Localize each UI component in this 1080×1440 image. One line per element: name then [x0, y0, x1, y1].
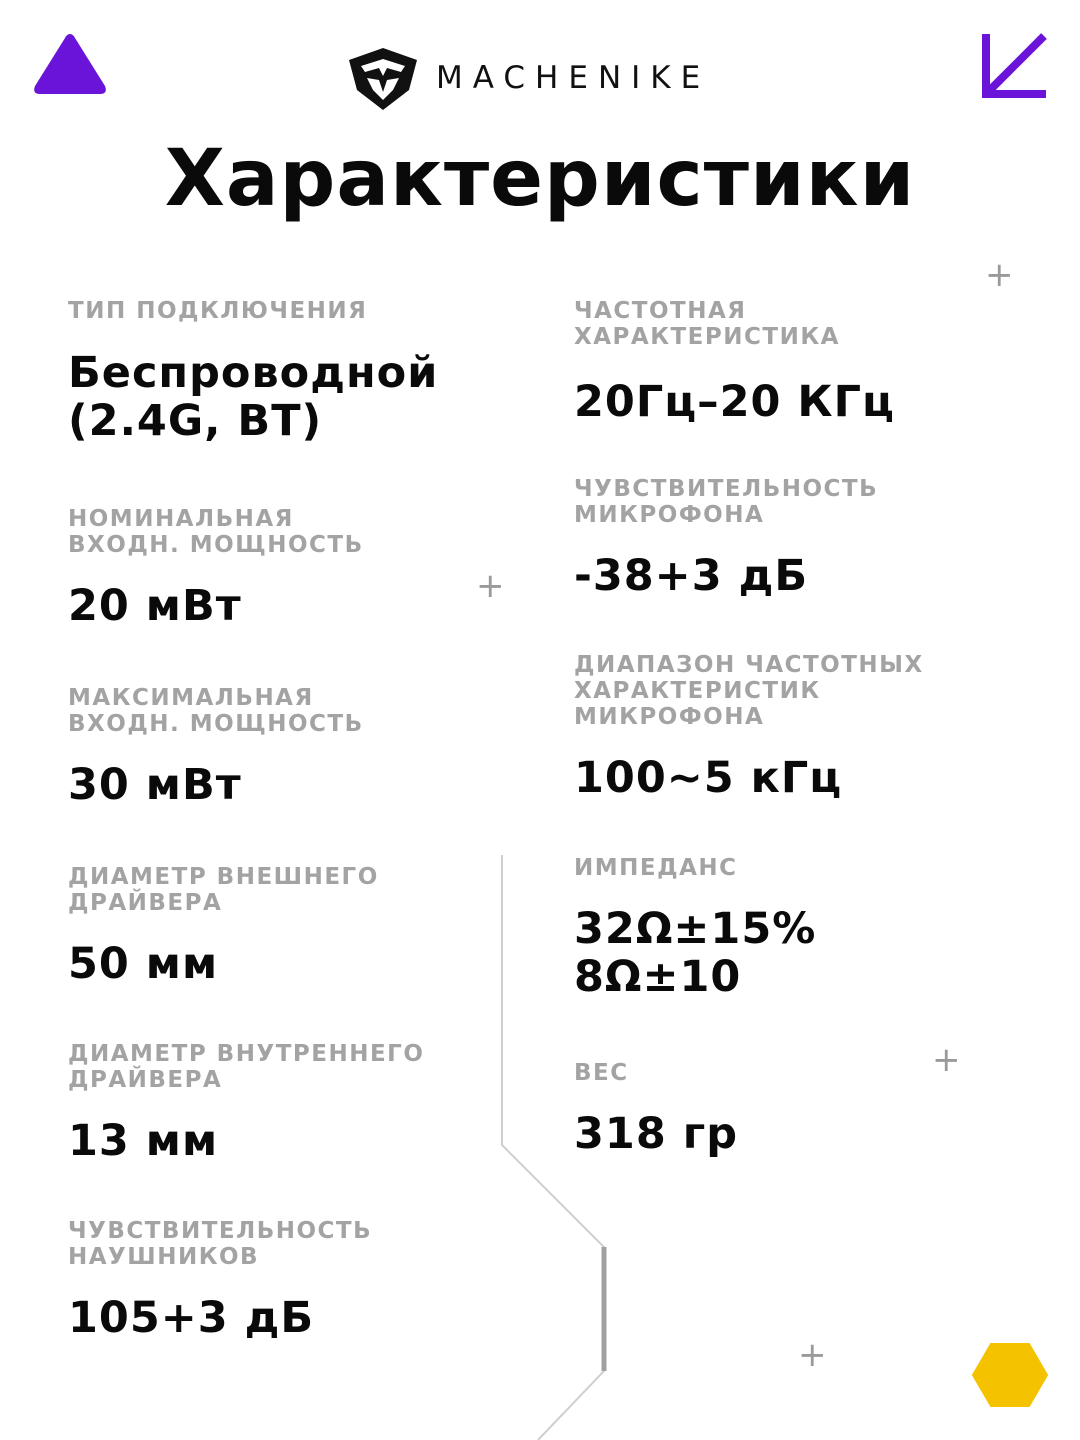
spec-label: ИМПЕДАНС	[574, 855, 738, 881]
spec-label: ТИП ПОДКЛЮЧЕНИЯ	[68, 298, 368, 324]
plus-icon: +	[932, 1040, 961, 1080]
machenike-logo-icon	[347, 46, 419, 112]
spec-value: 50 мм	[68, 939, 219, 989]
spec-mic-frequency-range	[574, 652, 1044, 802]
spec-connection-type	[68, 298, 488, 445]
spec-mic-sensitivity	[574, 476, 1044, 600]
spec-value: 105+3 дБ	[68, 1293, 315, 1343]
spec-value: 20 мВт	[68, 581, 242, 631]
spec-label: ДИАМЕТР ВНУТРЕННЕГО ДРАЙВЕРА	[68, 1041, 425, 1093]
spec-value: 318 гр	[574, 1109, 738, 1159]
spec-label: ДИАМЕТР ВНЕШНЕГО ДРАЙВЕРА	[68, 864, 379, 916]
spec-value: 100~5 кГц	[574, 753, 843, 803]
spec-weight	[574, 1060, 1044, 1158]
spec-label: ЧУВСТВИТЕЛЬНОСТЬ НАУШНИКОВ	[68, 1218, 373, 1270]
purple-arrow-icon	[982, 30, 1050, 98]
spec-max-power	[68, 685, 488, 809]
spec-value: 30 мВт	[68, 760, 242, 810]
spec-outer-driver	[68, 864, 488, 988]
spec-label: МАКСИМАЛЬНАЯ ВХОДН. МОЩНОСТЬ	[68, 685, 364, 737]
spec-label: НОМИНАЛЬНАЯ ВХОДН. МОЩНОСТЬ	[68, 506, 364, 558]
page-title: Характеристики	[164, 134, 916, 224]
spec-label: ДИАПАЗОН ЧАСТОТНЫХ ХАРАКТЕРИСТИК МИКРОФОНА	[574, 652, 924, 730]
spec-label: ЧАСТОТНАЯ ХАРАКТЕРИСТИКА	[574, 298, 840, 350]
spec-value: 20Гц–20 КГц	[574, 377, 895, 427]
purple-triangle-icon	[32, 32, 108, 96]
spec-inner-driver	[68, 1041, 488, 1165]
spec-headphone-sensitivity	[68, 1218, 488, 1342]
spec-label: ЧУВСТВИТЕЛЬНОСТЬ МИКРОФОНА	[574, 476, 879, 528]
brand-name: MACHENIKE	[436, 60, 711, 96]
spec-value: Беспроводной (2.4G, BT)	[68, 348, 439, 446]
spec-value: 13 мм	[68, 1116, 219, 1166]
spec-rated-power	[68, 506, 488, 630]
spec-impedance	[574, 855, 1044, 1001]
spec-value: 32Ω±15% 8Ω±10	[574, 904, 817, 1002]
spec-value: -38+3 дБ	[574, 551, 809, 601]
plus-icon: +	[985, 255, 1014, 295]
plus-icon: +	[476, 566, 505, 606]
spec-label: ВЕС	[574, 1060, 629, 1086]
plus-icon: +	[798, 1335, 827, 1375]
yellow-hexagon-icon	[972, 1342, 1048, 1408]
spec-frequency-response	[574, 298, 1044, 426]
